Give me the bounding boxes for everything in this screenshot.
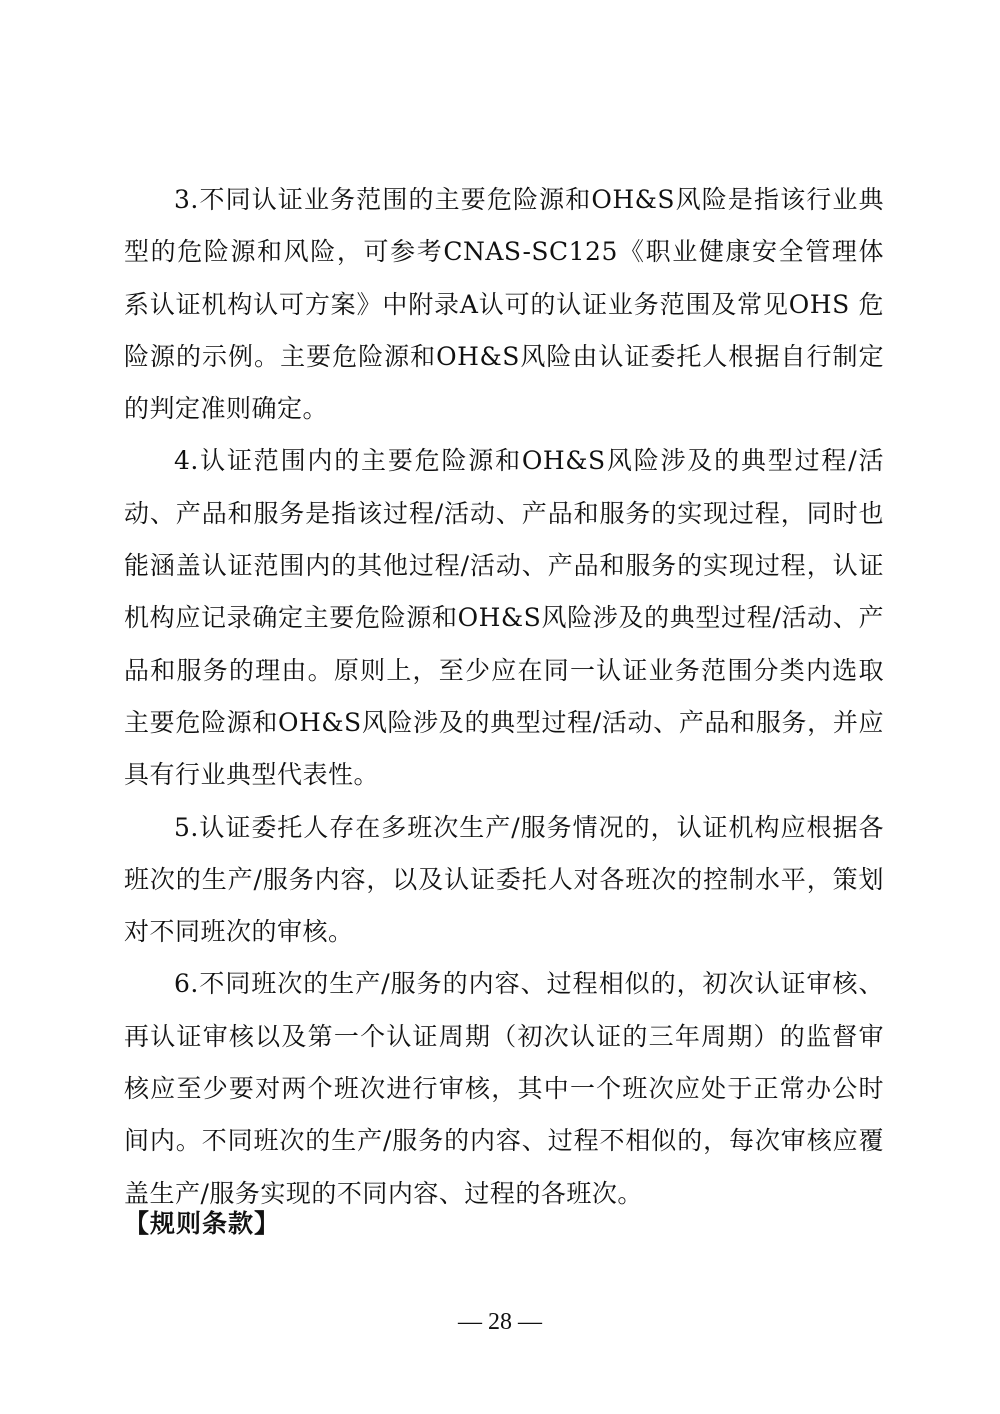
paragraph-3: 3.不同认证业务范围的主要危险源和OH&S风险是指该行业典型的危险源和风险，可参考CNAS-SC125《职业健康安全管理体系认证机构认可方案》中附录A认可的认证业务范围及常见OHS 危险源的示例。主要危险源和OH&S风险由认证委托人根据自行制定的判定准则确定。 [124, 185, 884, 424]
paragraph-4: 4.认证范围内的主要危险源和OH&S风险涉及的典型过程/活动、产品和服务是指该过程/活动、产品和服务的实现过程，同时也能涵盖认证范围内的其他过程/活动、产品和服务的实现过程，认证机构应记录确定主要危险源和OH&S风险涉及的典型过程/活动、产品和服务的理由。原则上，至少应在同一认证业务范围分类内选取主要危险源和OH&S风险涉及的典型过程/活动、产品和服务，并应具有行业典型代表性。 [124, 446, 884, 790]
page-number: — 28 — [458, 1309, 542, 1335]
section-heading: 【规则条款】 [124, 1209, 281, 1238]
document-body [124, 174, 884, 1220]
paragraph-6: 6.不同班次的生产/服务的内容、过程相似的，初次认证审核、再认证审核以及第一个认证周期（初次认证的三年周期）的监督审核应至少要对两个班次进行审核，其中一个班次应处于正常办公时间内。不同班次的生产/服务的内容、过程不相似的，每次审核应覆盖生产/服务实现的不同内容、过程的各班次。 [124, 969, 884, 1208]
paragraph-5: 5.认证委托人存在多班次生产/服务情况的，认证机构应根据各班次的生产/服务内容，以及认证委托人对各班次的控制水平，策划对不同班次的审核。 [124, 812, 884, 947]
